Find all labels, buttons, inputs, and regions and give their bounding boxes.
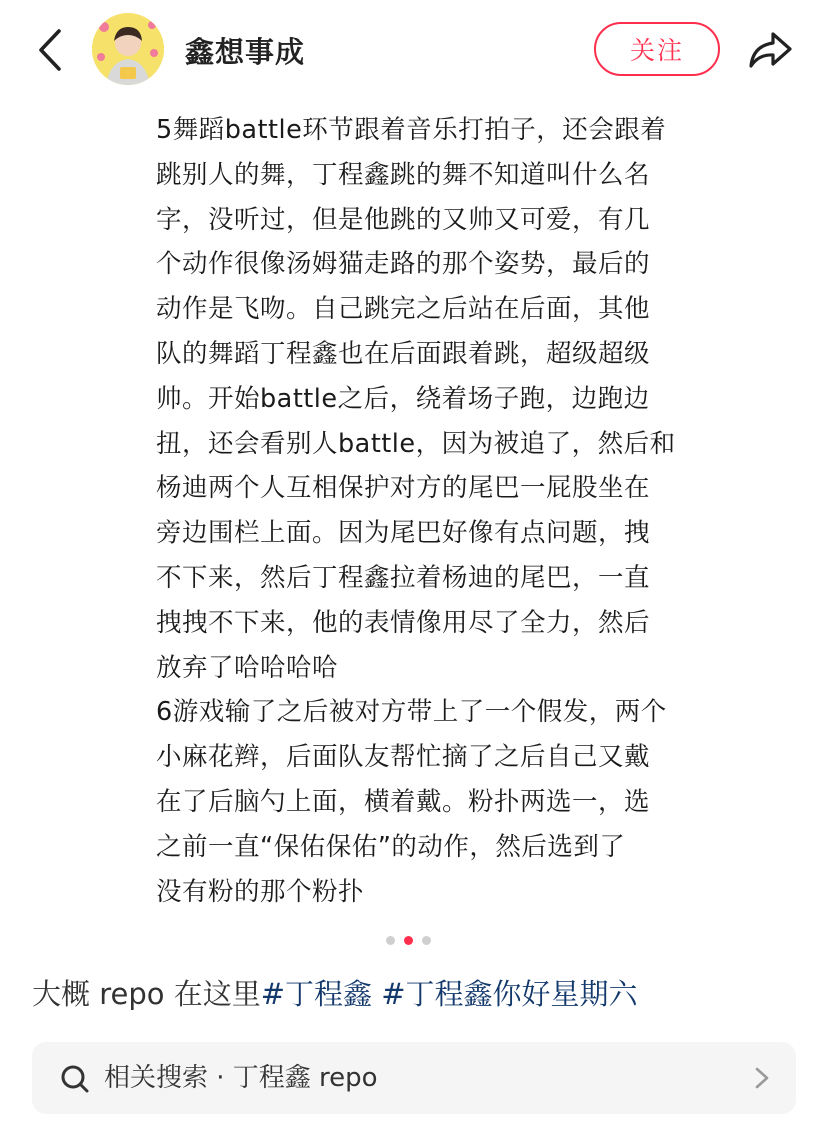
- share-button[interactable]: [744, 26, 796, 74]
- chevron-right-icon: [754, 1066, 770, 1090]
- chevron-left-icon: [37, 28, 63, 72]
- hashtag-link[interactable]: #丁程鑫: [260, 977, 373, 1011]
- image-text-line: 队的舞蹈丁程鑫也在后面跟着跳，超级超级: [156, 339, 651, 369]
- hashtag-link[interactable]: #丁程鑫你好星期六: [381, 977, 638, 1011]
- related-search-label: 相关搜索 · 丁程鑫 repo: [104, 1063, 378, 1093]
- search-icon: [60, 1064, 90, 1094]
- carousel-dot[interactable]: [422, 936, 431, 945]
- image-text-line: 个动作很像汤姆猫走路的那个姿势，最后的: [156, 249, 651, 280]
- image-text-line: 在了后脑勺上面，横着戴。粉扑两选一，选: [156, 787, 651, 817]
- back-button[interactable]: [30, 26, 70, 74]
- carousel-dot-active[interactable]: [404, 936, 413, 945]
- image-text-line: 旁边围栏上面。因为尾巴好像有点问题，拽: [156, 518, 651, 549]
- image-text-line: 6游戏输了之后被对方带上了一个假发，两个: [156, 697, 667, 728]
- top-bar: [0, 0, 828, 100]
- post-caption: [32, 974, 638, 1014]
- image-text-line: 不下来，然后丁程鑫拉着杨迪的尾巴，一直: [156, 563, 651, 593]
- share-icon: [747, 30, 793, 70]
- image-text-line: 跳别人的舞，丁程鑫跳的舞不知道叫什么名: [156, 159, 651, 190]
- caption-text: 大概 repo 在这里: [32, 977, 261, 1011]
- image-text-line: 动作是飞吻。自己跳完之后站在后面，其他: [156, 294, 651, 325]
- image-text-line: 杨迪两个人互相保护对方的尾巴一屁股坐在: [156, 473, 651, 504]
- image-text-line: 扭，还会看别人battle，因为被追了，然后和: [156, 428, 676, 459]
- image-text-line: 5舞蹈battle环节跟着音乐打拍子，还会跟着: [156, 115, 667, 145]
- post-image[interactable]: [140, 110, 688, 920]
- related-search-bar[interactable]: [32, 1042, 796, 1114]
- author-name[interactable]: 鑫想事成: [185, 35, 306, 69]
- image-text-line: 之前一直“保佑保佑”的动作，然后选到了: [156, 831, 626, 862]
- image-text-line: 字，没听过，但是他跳的又帅又可爱，有几: [156, 204, 651, 235]
- image-text-line: 没有粉的那个粉扑: [156, 876, 365, 907]
- image-text-line: 帅。开始battle之后，绕着场子跑，边跑边: [156, 383, 650, 414]
- image-text-line: 小麻花辫，后面队友帮忙摘了之后自己又戴: [156, 742, 651, 773]
- avatar[interactable]: [92, 13, 164, 85]
- image-text-line: 放弃了哈哈哈哈: [156, 652, 339, 683]
- image-text-line: 拽拽不下来，他的表情像用尽了全力，然后: [156, 607, 651, 638]
- carousel-dot[interactable]: [386, 936, 395, 945]
- avatar-image: [92, 13, 164, 85]
- follow-button[interactable]: 关注: [594, 22, 720, 76]
- carousel-indicator: [386, 934, 431, 946]
